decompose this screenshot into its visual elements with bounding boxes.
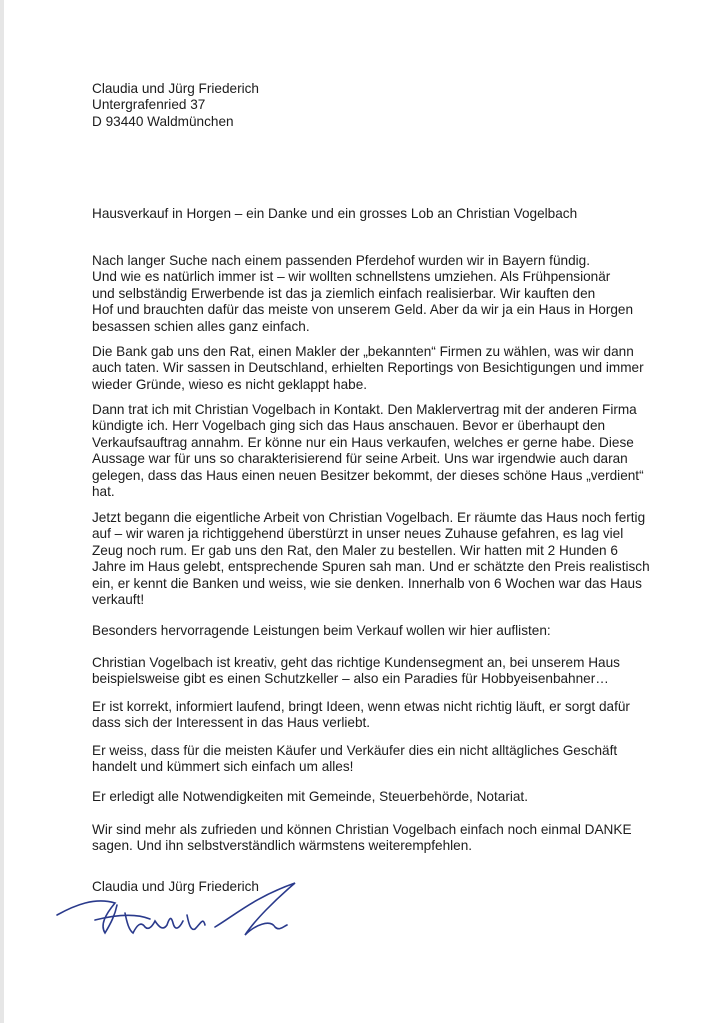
paragraph-line: Christian Vogelbach ist kreativ, geht das richtige Kundensegment an, bei unserem Haus — [92, 655, 620, 670]
body-paragraph — [92, 789, 692, 805]
paragraph-line: Aussage war für uns so charakterisierend für seine Arbeit. Uns war irgendwie auch daran — [92, 451, 628, 467]
paragraph-line: handelt und kümmert sich einfach um alles! — [92, 759, 354, 775]
subject-line — [92, 206, 692, 222]
paragraph-line: Und wie es natürlich immer ist – wir wollten schnellstens umziehen. Als Frühpensionär — [92, 269, 611, 285]
paragraph-line: ein, er kennt die Banken und weiss, wie sie denken. Innerhalb von 6 Wochen war das Haus — [92, 575, 642, 591]
sender-city: D 93440 Waldmünchen — [92, 113, 234, 129]
body-paragraph — [92, 822, 692, 855]
body-paragraph — [92, 402, 692, 500]
paragraph-line: Jetzt begann die eigentliche Arbeit von Christian Vogelbach. Er räumte das Haus noch fertig — [92, 510, 646, 525]
body-paragraph — [92, 655, 692, 688]
body-paragraph — [92, 743, 692, 776]
paragraph-line: dass sich der Interessent in das Haus verliebt. — [92, 715, 371, 731]
paragraph-line: Dann trat ich mit Christian Vogelbach in Kontakt. Den Maklervertrag mit der anderen Firma — [92, 402, 637, 417]
paragraph-line: Die Bank gab uns den Rat, einen Makler der „bekannten“ Firmen zu wählen, was wir dann — [92, 344, 634, 359]
paragraph-line: Er erledigt alle Notwendigkeiten mit Gemeinde, Steuerbehörde, Notariat. — [92, 789, 528, 804]
sender-address — [92, 81, 692, 130]
paragraph-line: Nach langer Suche nach einem passenden Pferdehof wurden wir in Bayern fündig. — [92, 253, 590, 268]
scan-edge — [0, 0, 4, 1023]
paragraph-line: kündigte ich. Herr Vogelbach ging sich das Haus anschauen. Bevor er überhaupt den — [92, 418, 606, 434]
paragraph-line: auf – wir waren ja richtiggehend überstürzt in unser neues Zuhause gefahren, es lag viel — [92, 526, 624, 542]
paragraph-line: verkauft! — [92, 592, 145, 608]
handwritten-signature — [55, 875, 315, 945]
paragraph-line: wieder Gründe, wieso es nicht geklappt habe. — [92, 376, 368, 392]
paragraph-line: Besonders hervorragende Leistungen beim Verkauf wollen wir hier auflisten: — [92, 623, 551, 638]
paragraph-line: Er weiss, dass für die meisten Käufer und Verkäufer dies ein nicht alltägliches Geschäft — [92, 743, 618, 758]
paragraph-line: Wir sind mehr als zufrieden und können Christian Vogelbach einfach noch einmal DANKE — [92, 822, 632, 837]
paragraph-line: Zeug noch rum. Er gab uns den Rat, den Maler zu bestellen. Wir hatten mit 2 Hunden 6 — [92, 542, 618, 558]
body-paragraph — [92, 253, 692, 335]
paragraph-line: sagen. Und ihn selbstverständlich wärmstens weiterempfehlen. — [92, 838, 473, 854]
paragraph-line: hat. — [92, 484, 115, 500]
paragraph-line: besassen schien alles ganz einfach. — [92, 318, 310, 334]
paragraph-line: auch taten. Wir sassen in Deutschland, erhielten Reportings von Besichtigungen und immer — [92, 360, 644, 376]
body-paragraph — [92, 510, 692, 608]
body-paragraph — [92, 623, 692, 639]
paragraph-line: und selbständig Erwerbende ist das ja ziemlich einfach realisierbar. Wir kauften den — [92, 285, 596, 301]
subject-text: Hausverkauf in Horgen – ein Danke und ein grosses Lob an Christian Vogelbach — [92, 206, 578, 221]
paragraph-line: beispielsweise gibt es einen Schutzkeller – also ein Paradies für Hobbyeisenbahner… — [92, 671, 609, 687]
closing-name: Claudia und Jürg Friederich — [92, 879, 259, 894]
body-paragraph — [92, 344, 692, 393]
sender-name: Claudia und Jürg Friederich — [92, 81, 259, 96]
paragraph-line: Hof und brauchten dafür das meiste von unserem Geld. Aber da wir ja ein Haus in Horgen — [92, 302, 634, 318]
paragraph-line: Er ist korrekt, informiert laufend, bringt Ideen, wenn etwas nicht richtig läuft, er sorgt dafür — [92, 699, 630, 714]
paragraph-line: Verkaufsauftrag annahm. Er könne nur ein Haus verkaufen, welches er gerne habe. Diese — [92, 434, 634, 450]
sender-street: Untergrafenried 37 — [92, 97, 206, 113]
body-paragraph — [92, 699, 692, 732]
paragraph-line: gelegen, dass das Haus einen neuen Besitzer bekommt, der dieses schöne Haus „verdient“ — [92, 467, 644, 483]
paragraph-line: Jahre im Haus gelebt, entsprechende Spuren sah man. Und er schätzte den Preis realistisch — [92, 559, 650, 575]
